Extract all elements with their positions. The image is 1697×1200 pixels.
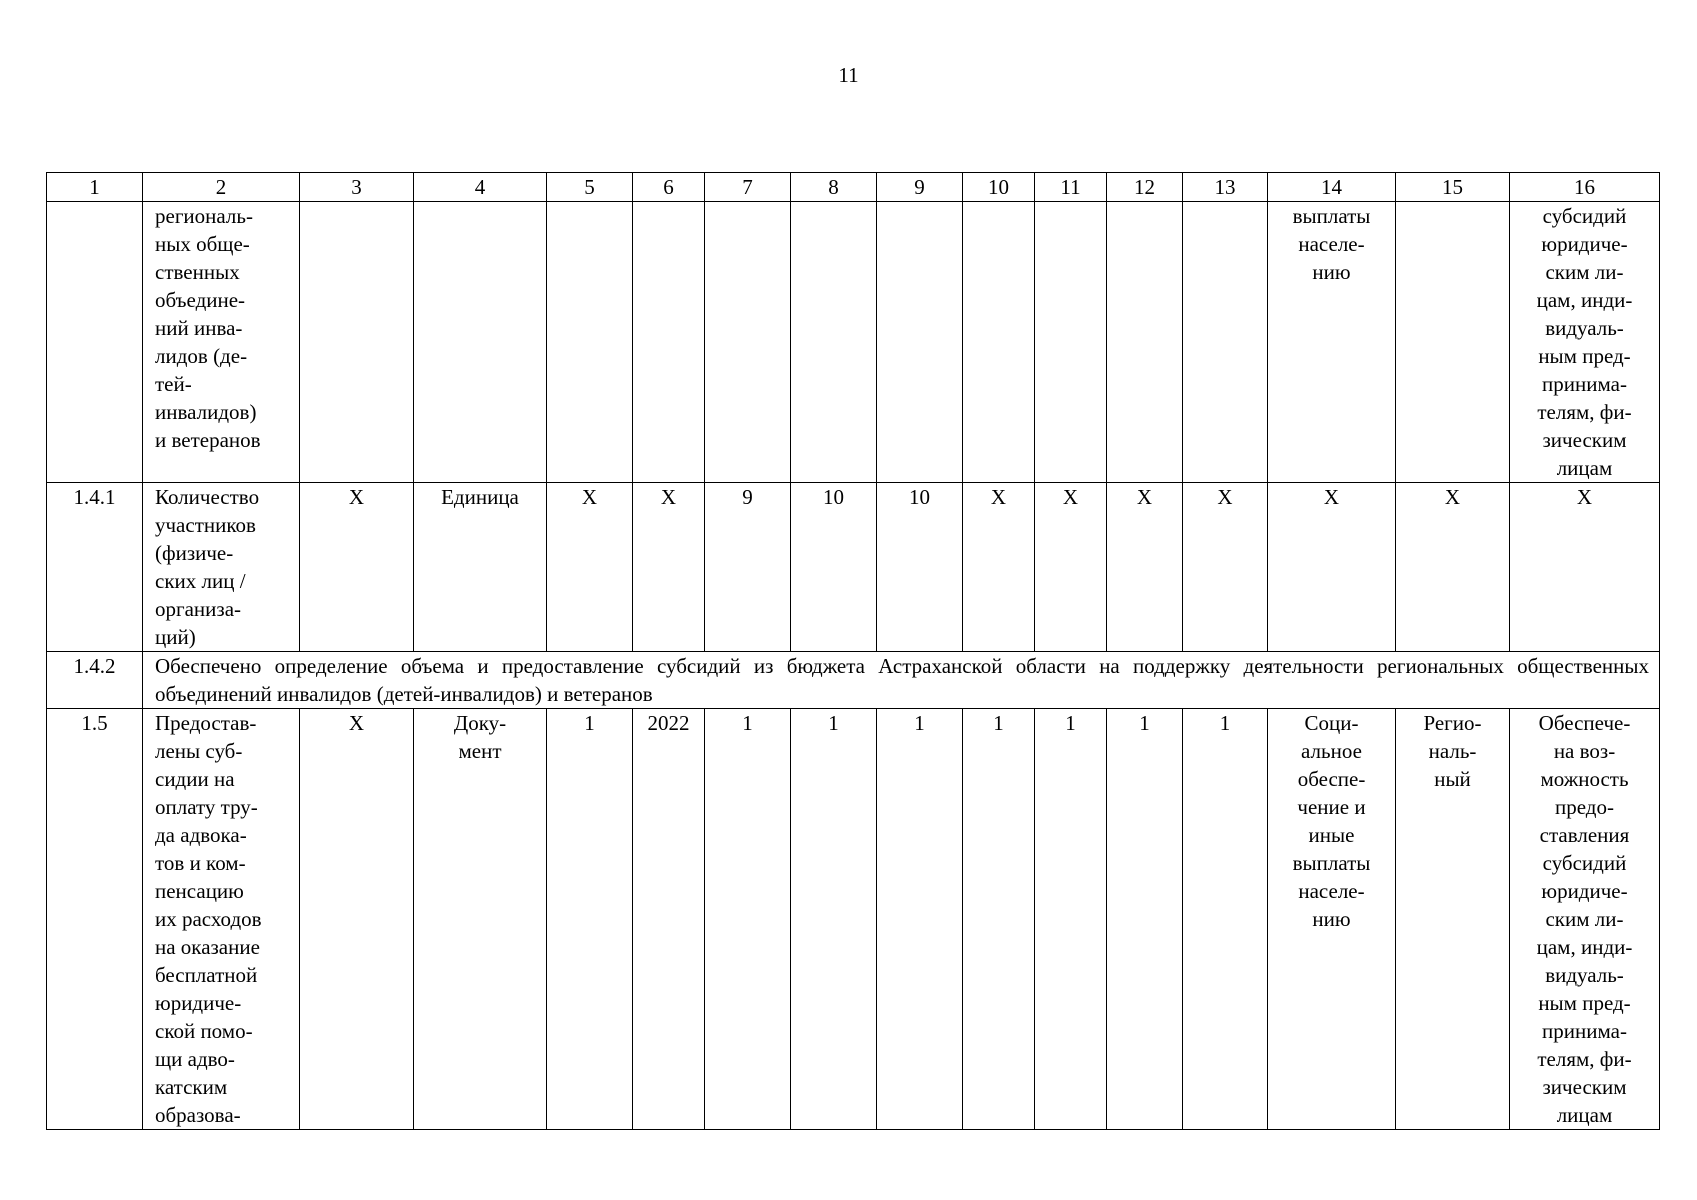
table-cell: 9 — [705, 483, 791, 652]
table-cell: Доку- мент — [414, 709, 547, 1130]
table-cell: 1 — [877, 709, 963, 1130]
table-cell: X — [1035, 483, 1107, 652]
table-cell: 1 — [705, 709, 791, 1130]
table-cell: 10 — [791, 483, 877, 652]
table-cell: региональ- ных обще- ственных объедине- ний инва- лидов (де- тей- инвалидов) и ветеранов — [143, 202, 300, 483]
table-cell — [877, 202, 963, 483]
page-number: 11 — [838, 63, 859, 87]
table-cell: Обеспече- на воз- можность предо- ставления субсидий юридиче- ским ли- цам, инди- видуаль- ным пред- принима- телям, фи- зическим лицам — [1510, 709, 1660, 1130]
column-header: 12 — [1107, 173, 1183, 202]
table-cell: X — [1183, 483, 1268, 652]
table-cell — [414, 202, 547, 483]
table-cell — [1183, 202, 1268, 483]
row-number: 1.5 — [47, 709, 143, 1130]
table-row-1-5 — [47, 709, 1660, 1130]
table-cell: Количество участников (физиче- ских лиц / организа- ций) — [143, 483, 300, 652]
table-cell: X — [300, 483, 414, 652]
table-cell — [47, 202, 143, 483]
table-cell: X — [300, 709, 414, 1130]
column-header: 1 — [47, 173, 143, 202]
table-cell: Соци- альное обеспе- чение и иные выплаты населе- нию — [1268, 709, 1396, 1130]
table-row-1-4-1 — [47, 483, 1660, 652]
table-cell: Единица — [414, 483, 547, 652]
table-row-continuation — [47, 202, 1660, 483]
table-cell: X — [1268, 483, 1396, 652]
table-cell: Регио- наль- ный — [1396, 709, 1510, 1130]
table-cell: 2022 — [633, 709, 705, 1130]
table-cell: Предостав- лены суб- сидии на оплату тру- да адвока- тов и ком- пенсацию их расходов на оказание бесплатной юридиче- ской помо- щи адво- катским образова- — [143, 709, 300, 1130]
column-header: 14 — [1268, 173, 1396, 202]
table-cell: 1 — [963, 709, 1035, 1130]
table-cell: выплаты населе- нию — [1268, 202, 1396, 483]
table-cell — [963, 202, 1035, 483]
column-header: 16 — [1510, 173, 1660, 202]
column-header: 5 — [547, 173, 633, 202]
table-cell — [633, 202, 705, 483]
column-header: 11 — [1035, 173, 1107, 202]
table-cell — [1035, 202, 1107, 483]
column-header: 4 — [414, 173, 547, 202]
table-cell — [791, 202, 877, 483]
column-header: 8 — [791, 173, 877, 202]
table-cell: субсидий юридиче- ским ли- цам, инди- видуаль- ным пред- принима- телям, фи- зическим лицам — [1510, 202, 1660, 483]
column-header: 10 — [963, 173, 1035, 202]
table-row-1-4-2 — [47, 652, 1660, 709]
column-header: 7 — [705, 173, 791, 202]
table-cell — [547, 202, 633, 483]
row-number: 1.4.2 — [47, 652, 143, 709]
column-header: 6 — [633, 173, 705, 202]
column-header: 3 — [300, 173, 414, 202]
column-header: 13 — [1183, 173, 1268, 202]
table-cell: 1 — [1107, 709, 1183, 1130]
table-cell: X — [633, 483, 705, 652]
table-cell: 10 — [877, 483, 963, 652]
merged-description-cell: Обеспечено определение объема и предоставление субсидий из бюджета Астраханской области на поддержку деятельности региональных общественных объединений инвалидов (детей-инвалидов) и ветеранов — [143, 652, 1660, 709]
column-header: 15 — [1396, 173, 1510, 202]
table-cell: X — [547, 483, 633, 652]
table-cell: X — [1107, 483, 1183, 652]
column-number-row — [47, 173, 1660, 202]
column-header: 2 — [143, 173, 300, 202]
table-cell — [300, 202, 414, 483]
table-cell — [1396, 202, 1510, 483]
table-cell: X — [1510, 483, 1660, 652]
table-cell: X — [963, 483, 1035, 652]
table-cell: 1 — [1183, 709, 1268, 1130]
table-cell: 1 — [791, 709, 877, 1130]
table-cell — [705, 202, 791, 483]
table-cell: X — [1396, 483, 1510, 652]
table-cell: 1 — [547, 709, 633, 1130]
table-cell — [1107, 202, 1183, 483]
column-header: 9 — [877, 173, 963, 202]
program-table — [46, 172, 1660, 1130]
table-cell: 1 — [1035, 709, 1107, 1130]
row-number: 1.4.1 — [47, 483, 143, 652]
